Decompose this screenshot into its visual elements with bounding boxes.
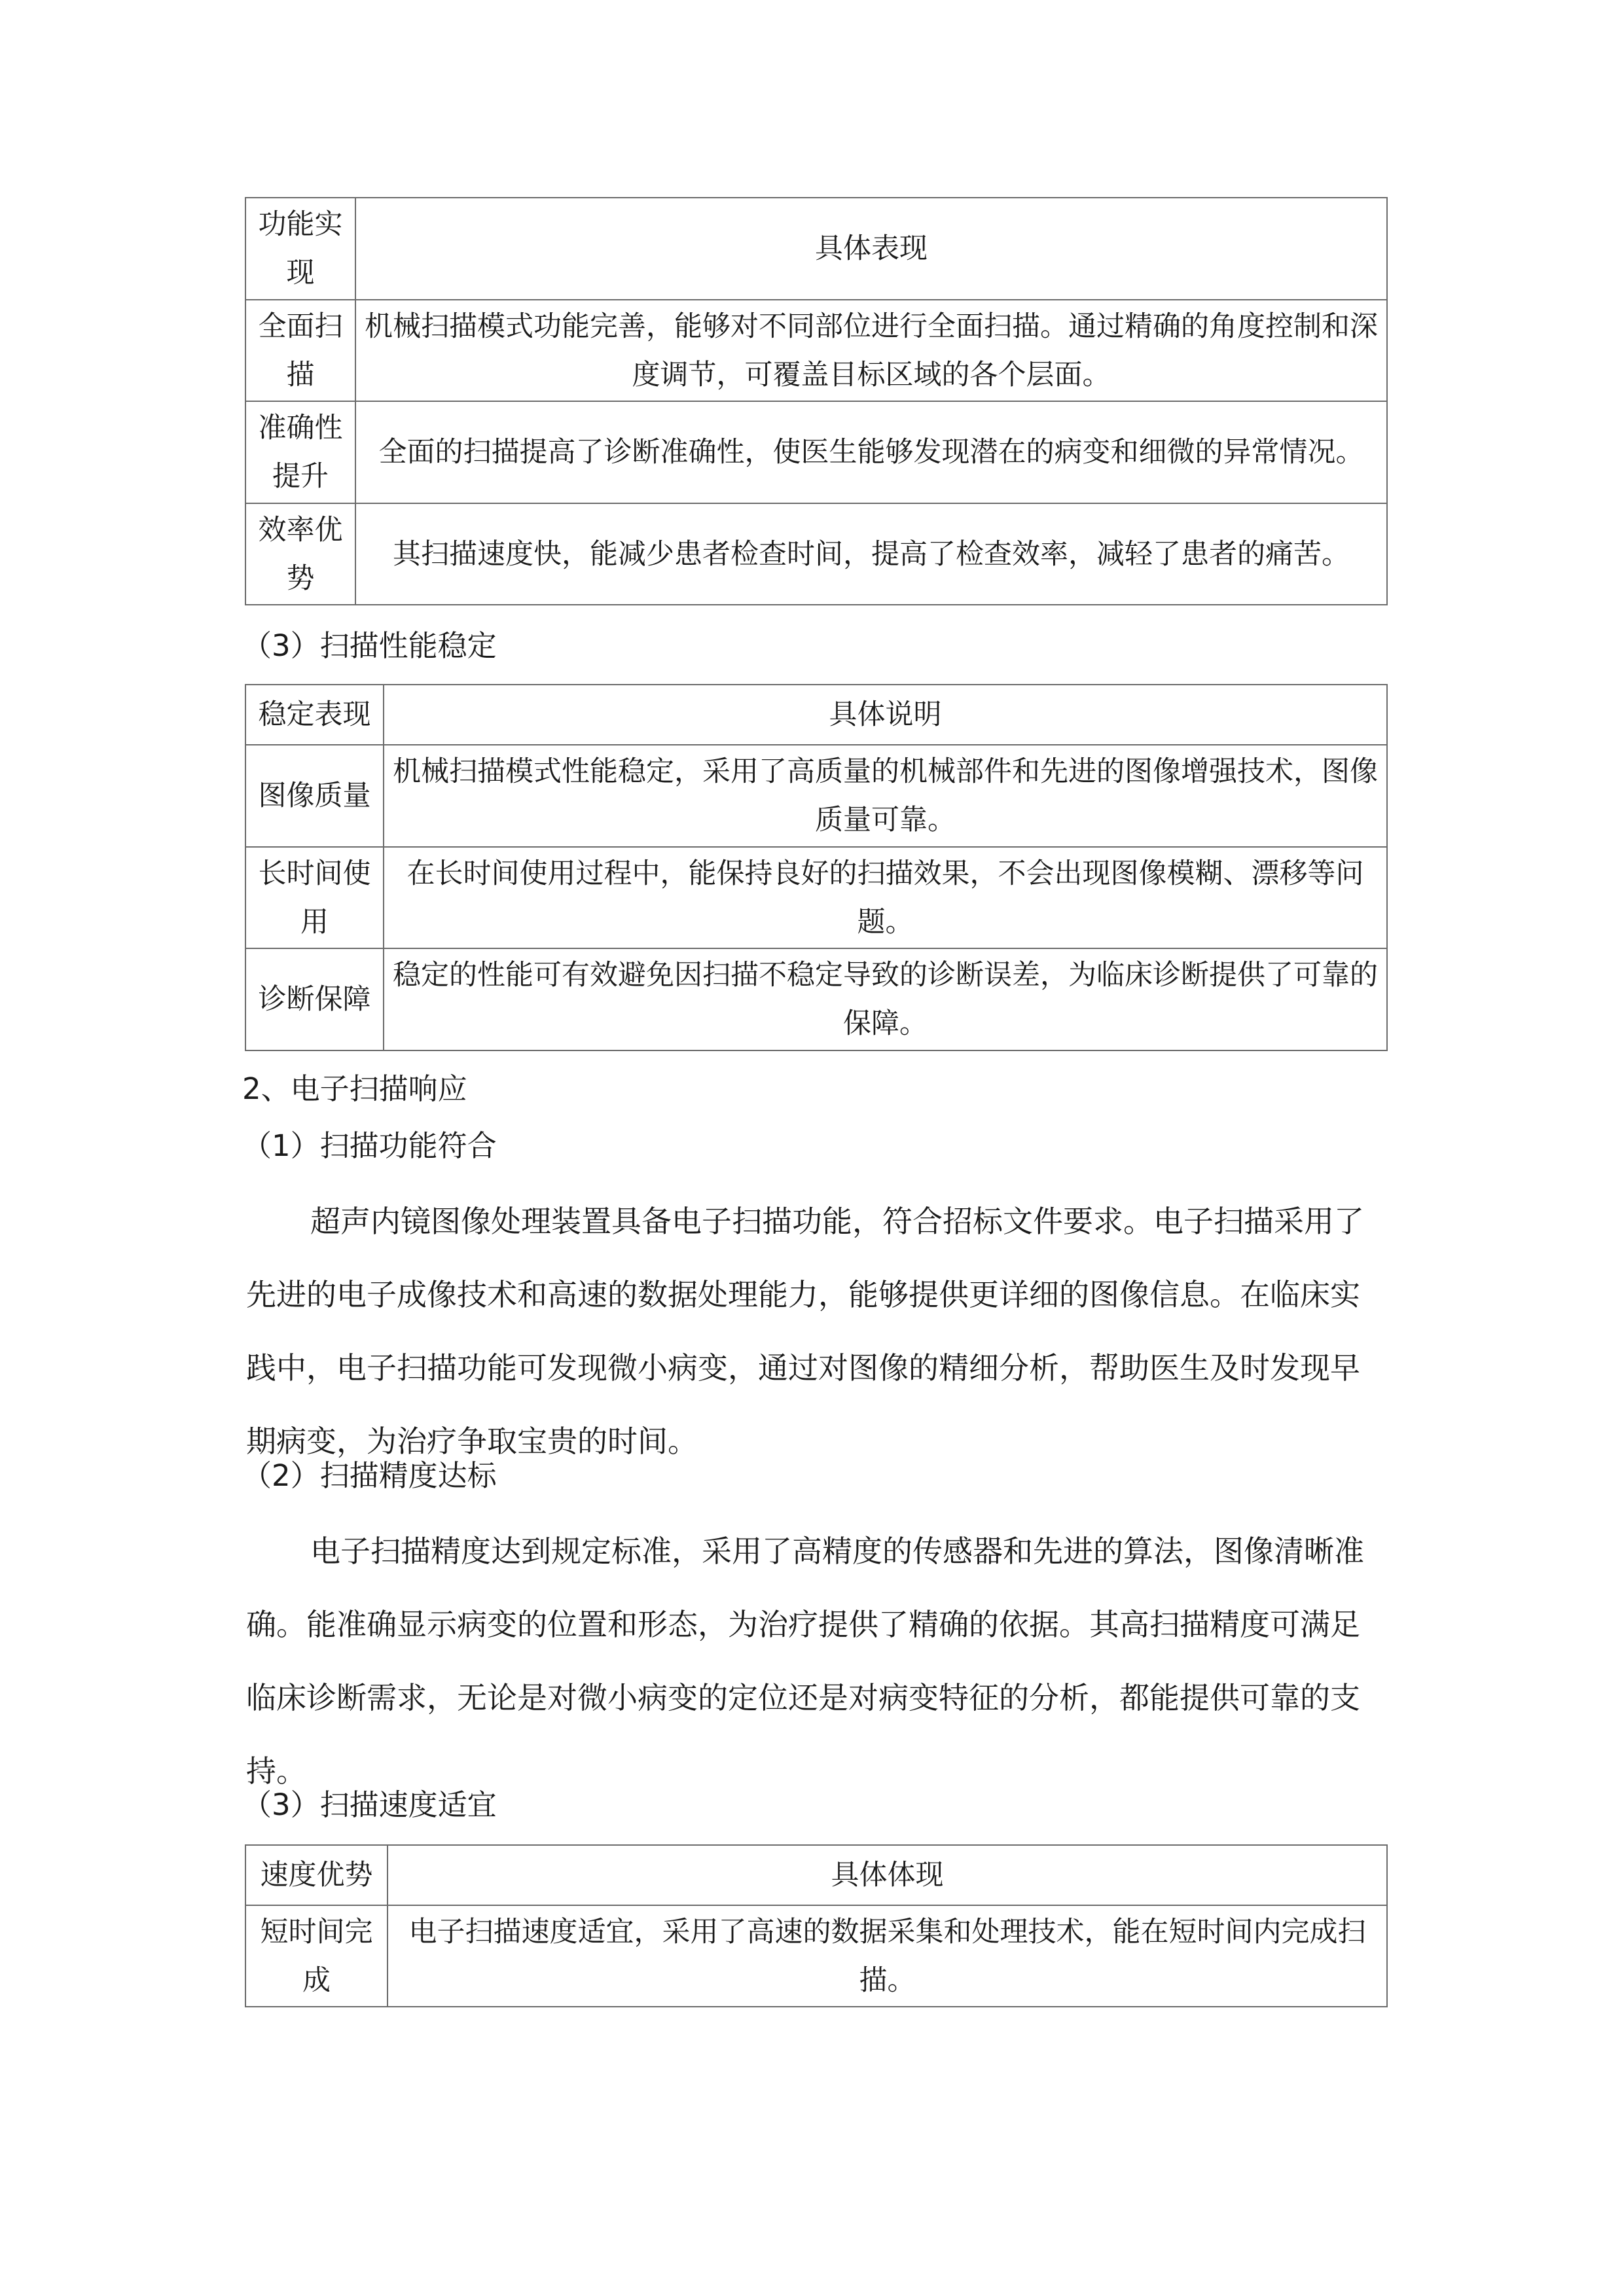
table-header-cell: 速度优势 <box>245 1845 388 1905</box>
speed-table <box>245 1844 1388 2007</box>
table-cell: 稳定的性能可有效避免因扫描不稳定导致的诊断误差，为临床诊断提供了可靠的保障。 <box>384 948 1387 1050</box>
paragraph-precision: 电子扫描精度达到规定标准，采用了高精度的传感器和先进的算法，图像清晰准确。能准确显示病变的位置和形态，为治疗提供了精确的依据。其高扫描精度可满足临床诊断需求，无论是对微小病变的定位还是对病变特征的分析，都能提供可靠的支持。 <box>246 1534 1364 1789</box>
table-cell: 全面扫 描 <box>245 300 355 401</box>
table-row <box>245 300 1387 401</box>
section-heading-precision: （2）扫描精度达标 <box>242 1458 497 1493</box>
table-cell: 短时间完 成 <box>245 1905 388 2007</box>
table-header-row <box>245 685 1387 745</box>
function-table <box>245 197 1388 605</box>
section-heading-function: （1）扫描功能符合 <box>242 1128 497 1163</box>
table-cell: 全面的扫描提高了诊断准确性，使医生能够发现潜在的病变和细微的异常情况。 <box>355 401 1387 503</box>
table-cell: 在长时间使用过程中，能保持良好的扫描效果，不会出现图像模糊、漂移等问题。 <box>384 847 1387 948</box>
paragraph-function: 超声内镜图像处理装置具备电子扫描功能，符合招标文件要求。电子扫描采用了先进的电子成像技术和高速的数据处理能力，能够提供更详细的图像信息。在临床实践中，电子扫描功能可发现微小病变，通过对图像的精细分析，帮助医生及时发现早期病变，为治疗争取宝贵的时间。 <box>246 1204 1364 1459</box>
table-row <box>245 401 1387 503</box>
table-cell: 机械扫描模式功能完善，能够对不同部位进行全面扫描。通过精确的角度控制和深度调节，可覆盖目标区域的各个层面。 <box>355 300 1387 401</box>
table-cell: 长时间使 用 <box>245 847 384 948</box>
table-row <box>245 847 1387 948</box>
table-cell: 机械扫描模式性能稳定，采用了高质量的机械部件和先进的图像增强技术，图像质量可靠。 <box>384 745 1387 847</box>
table-header-cell: 具体说明 <box>384 685 1387 745</box>
table-header-row <box>245 198 1387 300</box>
table-cell: 图像质量 <box>245 745 384 847</box>
table-cell: 电子扫描速度适宜，采用了高速的数据采集和处理技术，能在短时间内完成扫描。 <box>388 1905 1387 2007</box>
table-cell: 准确性 提升 <box>245 401 355 503</box>
table-cell: 效率优 势 <box>245 503 355 605</box>
table-row <box>245 1905 1387 2007</box>
table-cell: 诊断保障 <box>245 948 384 1050</box>
table-row <box>245 948 1387 1050</box>
section-heading-stable: （3）扫描性能稳定 <box>242 628 497 663</box>
table-header-row <box>245 1845 1387 1905</box>
table-header-cell: 具体体现 <box>388 1845 1387 1905</box>
section-heading-electronic: 2、电子扫描响应 <box>242 1071 467 1106</box>
table-row <box>245 745 1387 847</box>
table-header-cell: 稳定表现 <box>245 685 384 745</box>
section-heading-speed: （3）扫描速度适宜 <box>242 1787 497 1822</box>
table-header-cell: 功能实 现 <box>245 198 355 300</box>
table-header-cell: 具体表现 <box>355 198 1387 300</box>
table-row <box>245 503 1387 605</box>
table-cell: 其扫描速度快，能减少患者检查时间，提高了检查效率，减轻了患者的痛苦。 <box>355 503 1387 605</box>
stability-table <box>245 684 1388 1051</box>
